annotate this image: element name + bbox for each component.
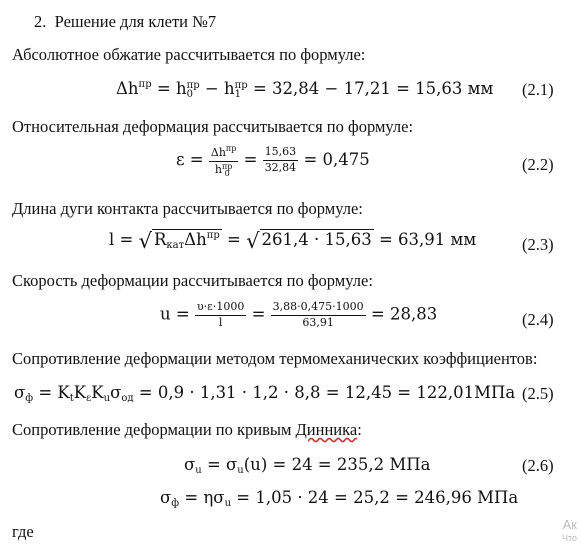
activation-watermark-line1: Ак bbox=[562, 517, 577, 532]
equation-2-7: $\sigma_ф = \eta\sigma_u = 1,05 \cdot 24 = 25,2 = 246,96$ МПа bbox=[160, 488, 519, 509]
equation-number-2-3: (2.3) bbox=[522, 235, 554, 254]
equation-2-1: $\Delta h^{пр} = h$ пр 0 − h пр 1 = 32,84 − 17,21 = 15,63 мм bbox=[116, 79, 494, 100]
section-heading bbox=[34, 12, 216, 32]
paragraph-7: где bbox=[12, 522, 34, 541]
equation-number-2-1: (2.1) bbox=[522, 80, 554, 99]
equation-number-2-6: (2.6) bbox=[522, 456, 554, 475]
heading-text: Решение для клети №7 bbox=[54, 12, 217, 31]
equation-2-3: l = √ $R_{кат}\Delta h^{пр}$ = √ 261,4 · 15,63 = 63,91 мм bbox=[109, 229, 477, 253]
spellcheck-word: Динника bbox=[295, 420, 358, 439]
equation-2-2: ε = $\Delta h^{пр}$ h пр 0 = $\frac{15,63}{32,84}$ = 0,475 bbox=[176, 144, 370, 178]
paragraph-5: Сопротивление деформации методом термомеханических коэффициентов: bbox=[12, 349, 538, 368]
equation-2-6: $\sigma_u = \sigma_u(u) = 24 = 235,2$ МПа bbox=[184, 455, 431, 476]
equation-number-2-5: (2.5) bbox=[522, 384, 554, 403]
activation-watermark-line2: Что bbox=[561, 533, 577, 543]
equation-2-4: u = $\frac{\upsilon\cdot\varepsilon\cdot 1000}{l}$ = $\frac{3,88\cdot 0,475\cdot 1000}{63,91}$ = 28,83 bbox=[160, 300, 438, 329]
paragraph-3: Длина дуги контакта рассчитывается по формуле: bbox=[12, 199, 363, 218]
equation-number-2-2: (2.2) bbox=[522, 155, 554, 174]
paragraph-4: Скорость деформации рассчитывается по формуле: bbox=[12, 271, 373, 290]
paragraph-1: Абсолютное обжатие рассчитывается по формуле: bbox=[12, 45, 366, 64]
heading-number: 2. bbox=[34, 12, 47, 31]
paragraph-2: Относительная деформация рассчитывается по формуле: bbox=[12, 117, 414, 136]
equation-2-5: $\sigma_ф = K_tK_\varepsilon K_u\sigma_{од} = 0,9 \cdot 1,31 \cdot 1,2 \cdot 8,8 = 12,45 = 122,01МПа$ bbox=[14, 383, 516, 404]
paragraph-6: Сопротивление деформации по кривым Динника: bbox=[12, 420, 362, 439]
equation-number-2-4: (2.4) bbox=[522, 310, 554, 329]
